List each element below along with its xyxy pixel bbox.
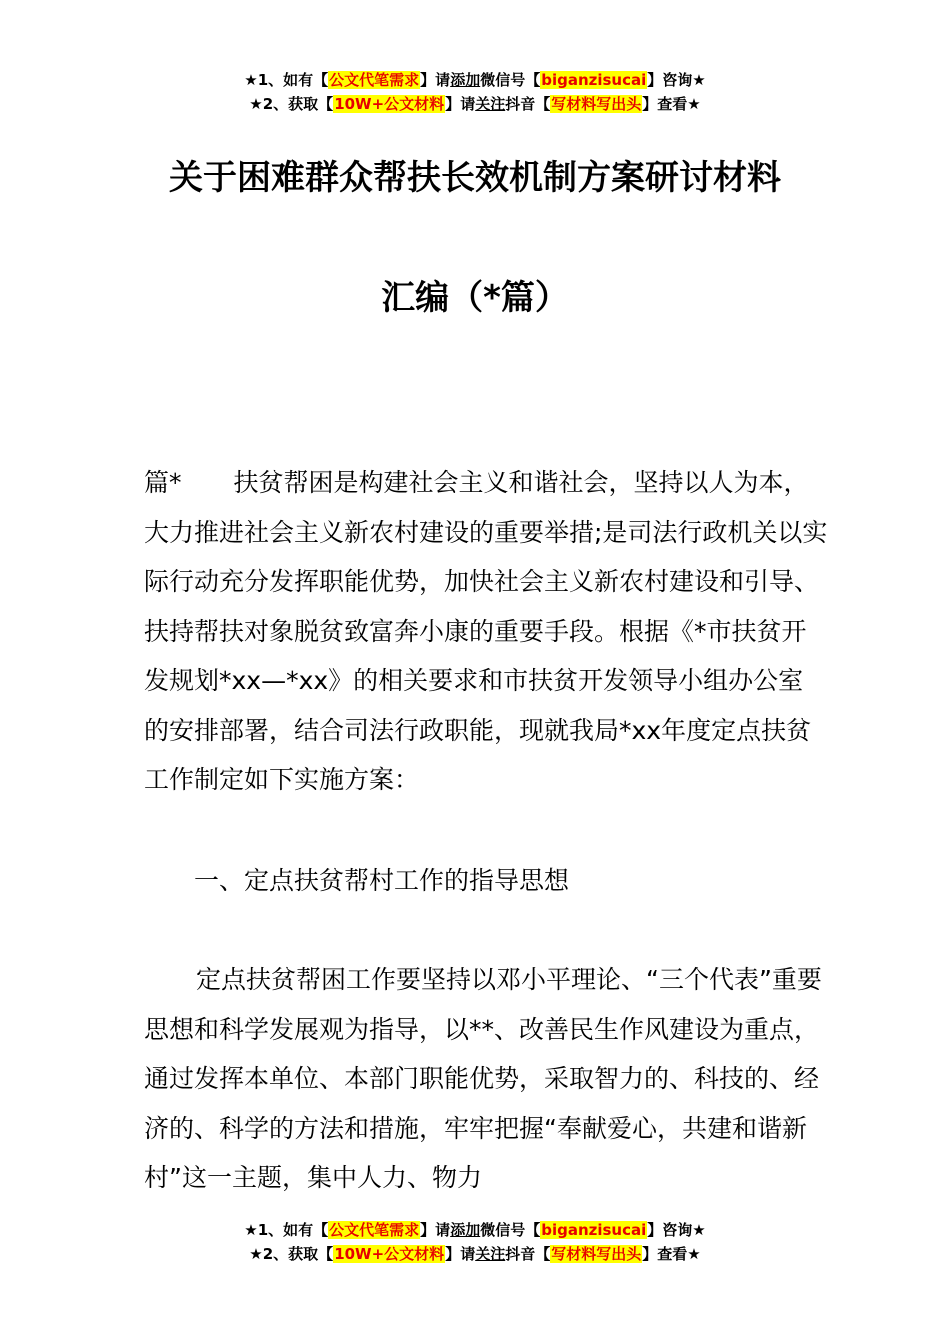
highlight-materials: 10W+公文材料 (334, 1245, 445, 1263)
banner-text: 微信号【 (480, 71, 541, 89)
banner-text: 】请 (445, 1245, 476, 1263)
paragraph-intro (144, 458, 828, 805)
banner-text: ★2、获取【 (249, 1245, 334, 1263)
highlight-ghostwriting: 公文代笔需求 (329, 71, 420, 89)
banner-text: 】咨询★ (647, 71, 706, 89)
footer-banner (0, 1218, 950, 1266)
underlined-add: 添加 (450, 71, 481, 89)
highlight-wechat-id: biganzisucai (541, 71, 647, 89)
paragraph-guiding-ideology-text: 定点扶贫帮困工作要坚持以邓小平理论、“三个代表”重要思想和科学发展观为指导，以**、改善民生作风建设为重点，通过发挥本单位、本部门职能优势，采取智力的、科技的、经济的、科学的方法和措施，牢牢把握“奉献爱心，共建和谐新村”这一主题，集中人力、物力 (144, 965, 822, 1192)
paragraph-guiding-ideology (144, 955, 828, 1203)
banner-text: 】咨询★ (647, 1221, 706, 1239)
underlined-add: 添加 (450, 1221, 481, 1239)
underlined-follow: 关注 (475, 1245, 506, 1263)
paragraph-intro-text: 扶贫帮困是构建社会主义和谐社会，坚持以人为本，大力推进社会主义新农村建设的重要举措;是司法行政机关以实际行动充分发挥职能优势，加快社会主义新农村建设和引导、扶持帮扶对象脱贫致富奔小康的重要手段。根据《*市扶贫开发规划*xx—*xx》的相关要求和市扶贫开发领导小组办公室的安排部署，结合司法行政职能，现就我局*xx年度定点扶贫工作制定如下实施方案： (144, 468, 828, 794)
banner-line-1 (0, 1218, 950, 1242)
banner-text: 】查看★ (642, 95, 701, 113)
document-title-line-1: 关于困难群众帮扶长效机制方案研讨材料 (169, 158, 781, 198)
highlight-douyin-id: 写材料写出头 (551, 95, 642, 113)
highlight-wechat-id: biganzisucai (541, 1221, 647, 1239)
header-banner (0, 68, 950, 116)
banner-text: ★1、如有【 (244, 1221, 329, 1239)
section-heading-1: 一、定点扶贫帮村工作的指导思想 (194, 866, 570, 895)
banner-line-2 (0, 1242, 950, 1266)
banner-text: 抖音【 (505, 95, 551, 113)
banner-text: 】请 (420, 1221, 451, 1239)
document-title-line-2: 汇编（*篇） (381, 278, 569, 318)
banner-line-2 (0, 92, 950, 116)
highlight-materials: 10W+公文材料 (334, 95, 445, 113)
banner-text: ★2、获取【 (249, 95, 334, 113)
banner-text: 抖音【 (505, 1245, 551, 1263)
highlight-douyin-id: 写材料写出头 (551, 1245, 642, 1263)
section-label: 篇* (144, 468, 182, 497)
banner-text: 】请 (420, 71, 451, 89)
banner-text: 】查看★ (642, 1245, 701, 1263)
banner-text: ★1、如有【 (244, 71, 329, 89)
underlined-follow: 关注 (475, 95, 506, 113)
banner-text: 】请 (445, 95, 476, 113)
banner-text: 微信号【 (480, 1221, 541, 1239)
highlight-ghostwriting: 公文代笔需求 (329, 1221, 420, 1239)
banner-line-1 (0, 68, 950, 92)
